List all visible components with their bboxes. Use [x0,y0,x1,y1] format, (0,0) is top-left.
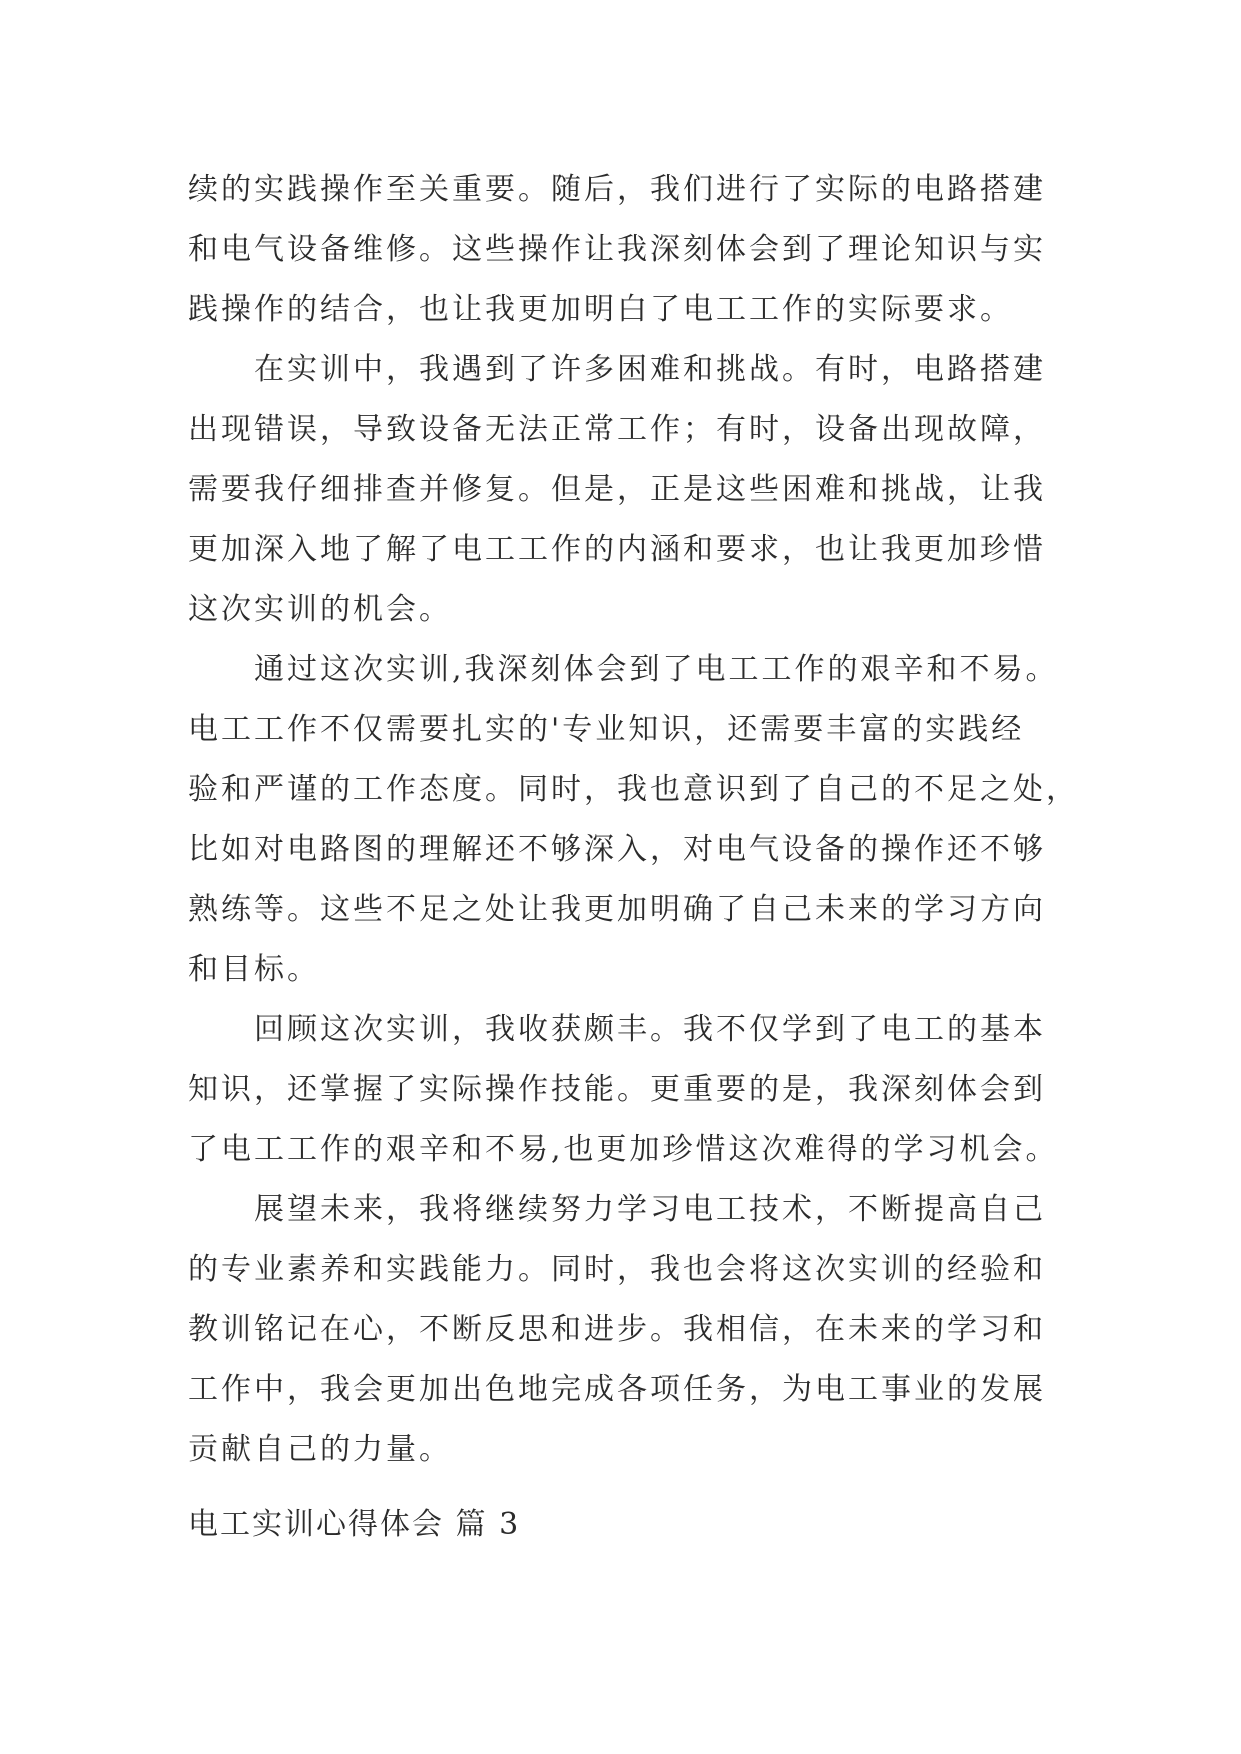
text-line: 和目标。 [188,952,320,987]
text-line: 的专业素养和实践能力。同时，我也会将这次实训的经验和 [188,1252,1046,1287]
text-line: 这次实训的机会。 [188,592,452,627]
text-line: 工作中，我会更加出色地完成各项任务，为电工事业的发展 [188,1372,1046,1407]
text-line: 熟练等。这些不足之处让我更加明确了自己未来的学习方向 [188,892,1046,927]
text-line: 了电工工作的艰辛和不易,也更加珍惜这次难得的学习机会。 [188,1132,1059,1167]
text-line: 出现错误，导致设备无法正常工作；有时，设备出现故障， [188,412,1046,447]
text-line: 知识，还掌握了实际操作技能。更重要的是，我深刻体会到 [188,1072,1046,1107]
text-line: 比如对电路图的理解还不够深入，对电气设备的操作还不够 [188,832,1046,867]
text-line: 和电气设备维修。这些操作让我深刻体会到了理论知识与实 [188,232,1046,267]
text-line: 展望未来，我将继续努力学习电工技术，不断提高自己 [254,1192,1046,1227]
text-line: 电工工作不仅需要扎实的'专业知识，还需要丰富的实践经 [188,712,1025,747]
text-line: 续的实践操作至关重要。随后，我们进行了实际的电路搭建 [188,172,1046,207]
text-line: 需要我仔细排查并修复。但是，正是这些困难和挑战，让我 [188,472,1046,507]
body-text [188,160,1079,1480]
text-line: 更加深入地了解了电工工作的内涵和要求，也让我更加珍惜 [188,532,1046,567]
text-line: 回顾这次实训，我收获颇丰。我不仅学到了电工的基本 [254,1012,1046,1047]
text-line: 在实训中，我遇到了许多困难和挑战。有时，电路搭建 [254,352,1046,387]
text-line: 验和严谨的工作态度。同时，我也意识到了自己的不足之处， [188,772,1079,807]
text-line: 践操作的结合，也让我更加明白了电工工作的实际要求。 [188,292,1013,327]
text-line: 贡献自己的力量。 [188,1432,452,1467]
text-line: 通过这次实训,我深刻体会到了电工工作的艰辛和不易。 [254,652,1059,687]
text-line: 教训铭记在心，不断反思和进步。我相信，在未来的学习和 [188,1312,1046,1347]
section-heading: 电工实训心得体会 篇 3 [188,1507,521,1542]
